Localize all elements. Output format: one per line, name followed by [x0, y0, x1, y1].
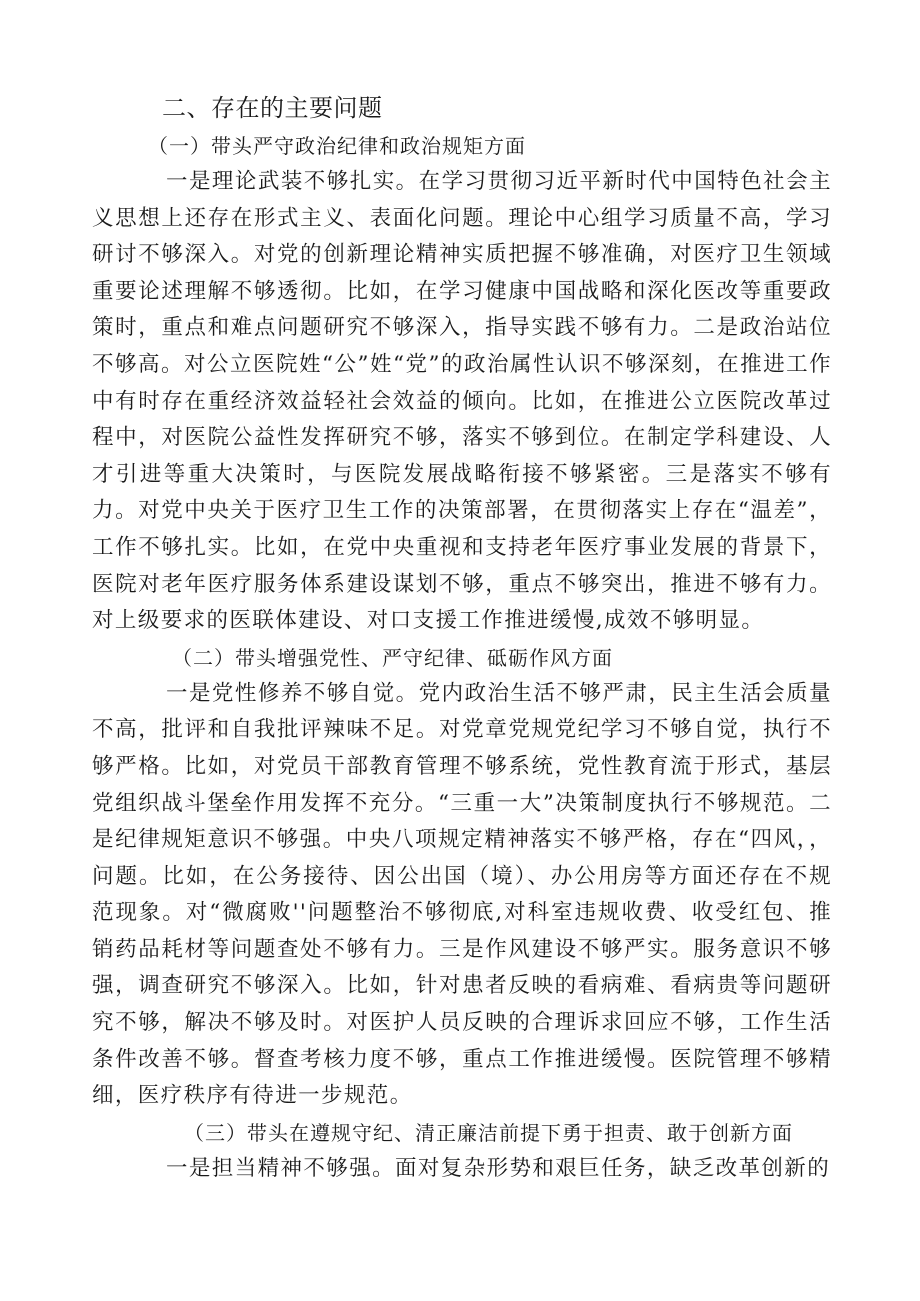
- subsection-title-1: （一）带头严守政治纪律和政治规矩方面: [148, 134, 526, 158]
- document-content: [92, 88, 832, 1187]
- subsection-title-2: （二）带头增强党性、严守纪律、砥砺作风方面: [172, 645, 613, 670]
- paragraph-1: 一是理论武装不够扎实。在学习贯彻习近平新时代中国特色社会主义思想上还存在形式主义、表面化问题。理论中心组学习质量不高，学习研讨不够深入。对党的创新理论精神实质把握不够准确，对医疗卫生领域重要论述理解不够透彻。比如，在学习健康中国战略和深化医改等重要政策时，重点和难点问题研究不够深入，指导实践不够有力。二是政治站位不够高。对公立医院姓“公”姓“党”的政治属性认识不够深刻，在推进工作中有时存在重经济效益轻社会效益的倾向。比如，在推进公立医院改革过程中，对医院公益性发挥研究不够，落实不够到位。在制定学科建设、人才引进等重大决策时，与医院发展战略衔接不够紧密。三是落实不够有力。对党中央关于医疗卫生工作的决策部署，在贯彻落实上存在“温差”，工作不够扎实。比如，在党中央重视和支持老年医疗事业发展的背景下，医院对老年医疗服务体系建设谋划不够，重点不够突出，推进不够有力。对上级要求的医联体建设、对口支援工作推进缓慢,成效不够明显。: [92, 169, 832, 634]
- section-heading: 二、存在的主要问题: [162, 94, 383, 122]
- paragraph-3: 一是担当精神不够强。面对复杂形势和艰巨任务，缺乏改革创新的: [166, 1155, 831, 1181]
- paragraph-2: 一是党性修养不够自觉。党内政治生活不够严肃，民主生活会质量不高，批评和自我批评辣味不足。对党章党规党纪学习不够自觉，执行不够严格。比如，对党员干部教育管理不够系统，党性教育流于形式，基层党组织战斗堡垒作用发挥不充分。“三重一大”决策制度执行不够规范。二是纪律规矩意识不够强。中央八项规定精神落实不够严格，存在“四风，，问题。比如，在公务接待、因公出国（境）、办公用房等方面还存在不规范现象。对“微腐败''问题整治不够彻底,对科室违规收费、收受红包、推销药品耗材等问题查处不够有力。三是作风建设不够严实。服务意识不够强，调查研究不够深入。比如，针对患者反映的看病难、看病贵等问题研究不够，解决不够及时。对医护人员反映的合理诉求回应不够，工作生活条件改善不够。督查考核力度不够，重点工作推进缓慢。医院管理不够精细，医疗秩序有待进一步规范。: [92, 680, 832, 1109]
- subsection-title-3: （三）带头在遵规守纪、清正廉洁前提下勇于担责、敢于创新方面: [184, 1120, 793, 1145]
